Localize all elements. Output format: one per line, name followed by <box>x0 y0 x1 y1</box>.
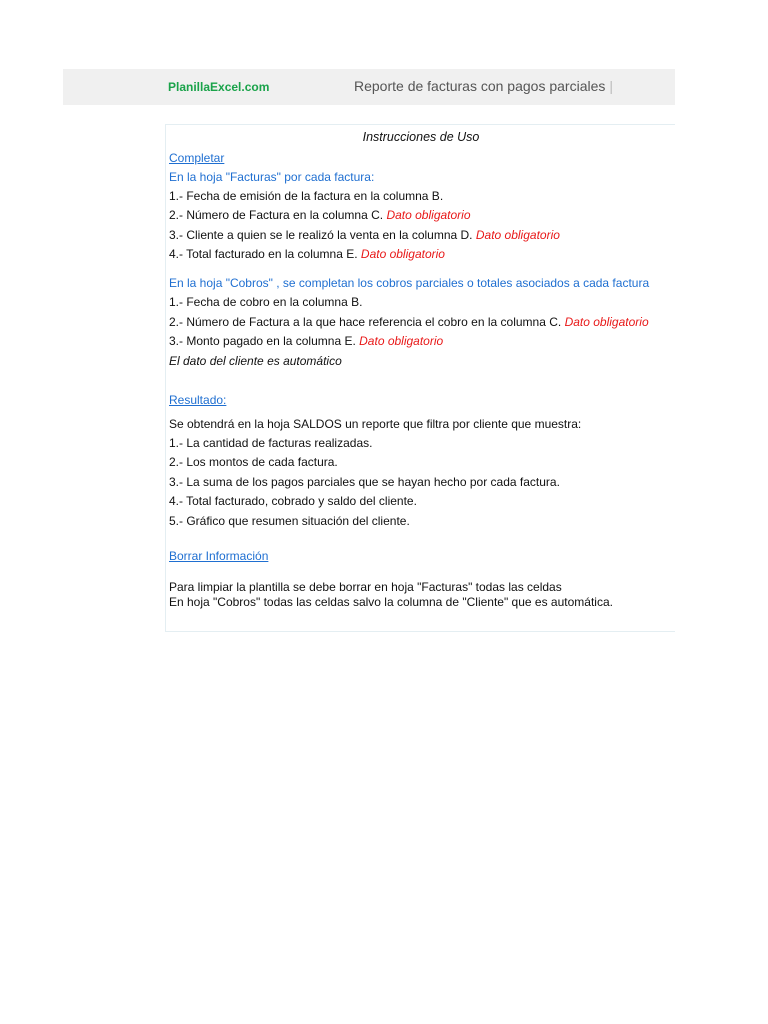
required-label: Dato obligatorio <box>475 228 560 242</box>
facturas-item-3-text: 3.- Cliente a quien se le realizó la venta en la columna D. <box>169 228 473 242</box>
facturas-item-4 <box>169 247 445 262</box>
report-title-text: Reporte de facturas con pagos parciales <box>354 78 606 94</box>
result-link[interactable]: Resultado: <box>169 393 227 407</box>
facturas-item-1: 1.- Fecha de emisión de la factura en la columna B. <box>169 189 444 203</box>
cobros-item-2-text: 2.- Número de Factura a la que hace referencia el cobro en la columna C. <box>169 315 562 329</box>
cobros-item-1: 1.- Fecha de cobro en la columna B. <box>169 295 363 309</box>
report-title <box>354 78 613 94</box>
facturas-item-2-text: 2.- Número de Factura en la columna C. <box>169 208 384 222</box>
facturas-item-4-text: 4.- Total facturado en la columna E. <box>169 247 358 261</box>
result-item-2: 2.- Los montos de cada factura. <box>169 455 338 469</box>
required-label: Dato obligatorio <box>564 315 649 329</box>
facturas-item-2 <box>169 208 471 223</box>
instructions-title: Instrucciones de Uso <box>362 130 480 144</box>
clear-line-1: Para limpiar la plantilla se debe borrar en hoja "Facturas" todas las celdas <box>169 580 562 594</box>
result-item-4: 4.- Total facturado, cobrado y saldo del cliente. <box>169 494 417 508</box>
complete-heading <box>169 151 224 166</box>
result-item-3: 3.- La suma de los pagos parciales que se hayan hecho por cada factura. <box>169 475 560 489</box>
required-label: Dato obligatorio <box>359 334 444 348</box>
facturas-item-3 <box>169 228 560 243</box>
title-separator: | <box>609 78 614 94</box>
result-heading <box>169 393 226 408</box>
instructions-sheet <box>165 124 675 632</box>
facturas-intro: En la hoja "Facturas" por cada factura: <box>169 170 375 184</box>
cobros-item-3 <box>169 334 443 349</box>
clear-link[interactable]: Borrar Información <box>169 549 269 563</box>
required-label: Dato obligatorio <box>386 208 471 222</box>
result-intro: Se obtendrá en la hoja SALDOS un reporte que filtra por cliente que muestra: <box>169 417 582 431</box>
clear-line-2: En hoja "Cobros" todas las celdas salvo la columna de "Cliente" que es automática. <box>169 595 613 609</box>
cobros-item-2 <box>169 315 649 330</box>
complete-link[interactable]: Completar <box>169 151 225 165</box>
clear-heading <box>169 549 268 564</box>
cobros-intro: En la hoja "Cobros" , se completan los cobros parciales o totales asociados a cada factura <box>169 276 650 290</box>
brand-link[interactable]: PlanillaExcel.com <box>168 80 270 94</box>
cobros-item-3-text: 3.- Monto pagado en la columna E. <box>169 334 356 348</box>
required-label: Dato obligatorio <box>360 247 445 261</box>
header-bar <box>63 69 675 105</box>
result-item-1: 1.- La cantidad de facturas realizadas. <box>169 436 373 450</box>
result-item-5: 5.- Gráfico que resumen situación del cliente. <box>169 514 410 528</box>
cliente-note: El dato del cliente es automático <box>169 354 342 368</box>
